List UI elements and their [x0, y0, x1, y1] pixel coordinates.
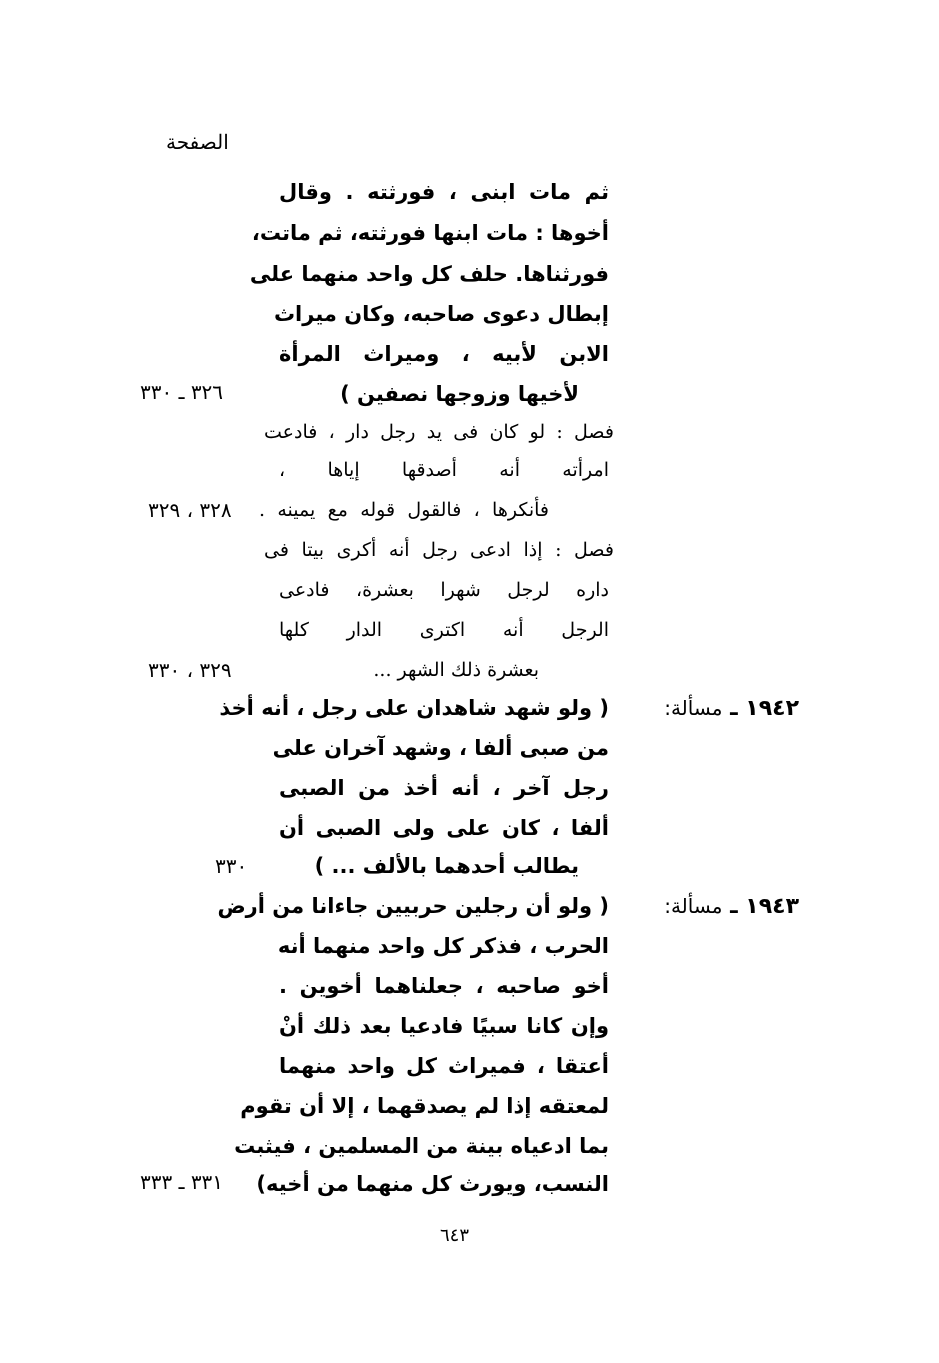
text-line: من صبى ألفا ، وشهد آخران على	[272, 736, 609, 760]
text-line: ( ولو أن رجلين حربيين جاءانا من أرض	[217, 894, 609, 918]
text-line: ثم مات ابنى ، فورثته . وقال	[279, 180, 609, 204]
text-line: لمعتقه إذا لم يصدقهما ، إلا أن تقوم	[240, 1094, 609, 1118]
text-line: امرأته أنه أصدقها إياها ،	[279, 459, 609, 481]
text-line: داره لرجل شهرا بعشرة، فادعى	[279, 579, 609, 601]
entry-label	[664, 886, 799, 926]
page-ref: ٣٢٦ ـ ٣٣٠	[140, 380, 224, 404]
text-line: ( ولو شهد شاهدان على رجل ، أنه أخذ	[219, 696, 609, 720]
entry-number: ١٩٤٢ ـ	[730, 696, 799, 721]
page-column-header: الصفحة	[166, 130, 229, 154]
text-line: فصل : إذا ادعى رجل أنه أكرى بيتا فى	[264, 539, 614, 561]
text-line: الحرب ، فذكر كل واحد منهما أنه	[277, 934, 609, 958]
text-line: الابن لأبيه ، وميراث المرأة	[279, 342, 609, 366]
entry-label	[664, 688, 799, 728]
text-line: بعشرة ذلك الشهر ...	[373, 659, 539, 681]
text-line: أخوها : مات ابنها فورثته، ثم ماتت،	[251, 221, 609, 245]
text-line: لأخيها وزوجها نصفين )	[340, 382, 579, 406]
text-line: الرجل أنه اكترى الدار كلها	[279, 619, 609, 641]
text-line: النسب، ويورث كل منهما من أخيه)	[256, 1172, 609, 1196]
text-line: فورثناها. حلف كل واحد منهما على	[249, 262, 609, 286]
text-line: بما ادعياه بينة من المسلمين ، فيثبت	[234, 1134, 609, 1158]
entry-word: مسألة:	[664, 696, 723, 720]
text-line: أخو صاحبه ، جعلناهما أخوين .	[279, 974, 609, 998]
text-line: ألفا ، كان على ولى الصبى أن	[279, 816, 609, 840]
page-ref: ٣٢٩ ، ٣٣٠	[148, 658, 232, 682]
page-ref: ٣٣٠	[215, 854, 248, 878]
entry-word: مسألة:	[664, 894, 723, 918]
text-line: فأنكرها ، فالقول قوله مع يمينه .	[259, 499, 549, 521]
text-line: وإن كانا سبيًا فادعيا بعد ذلك أنْ	[279, 1014, 609, 1038]
text-line: إبطال دعوى صاحبه، وكان ميراث	[273, 302, 609, 326]
text-line: يطالب أحدهما بالألف ... )	[314, 854, 579, 878]
text-line: أعتقا ، فميراث كل واحد منهما	[279, 1054, 609, 1078]
page-number: ٦٤٣	[440, 1225, 470, 1246]
page-ref: ٣٣١ ـ ٣٣٣	[140, 1170, 224, 1194]
page-ref: ٣٢٨ ، ٣٢٩	[148, 498, 232, 522]
text-line: فصل : لو كان فى يد رجل دار ، فادعت	[264, 421, 614, 443]
entry-number: ١٩٤٣ ـ	[730, 894, 799, 919]
text-line: رجل آخر ، أنه أخذ من الصبى	[279, 776, 609, 800]
